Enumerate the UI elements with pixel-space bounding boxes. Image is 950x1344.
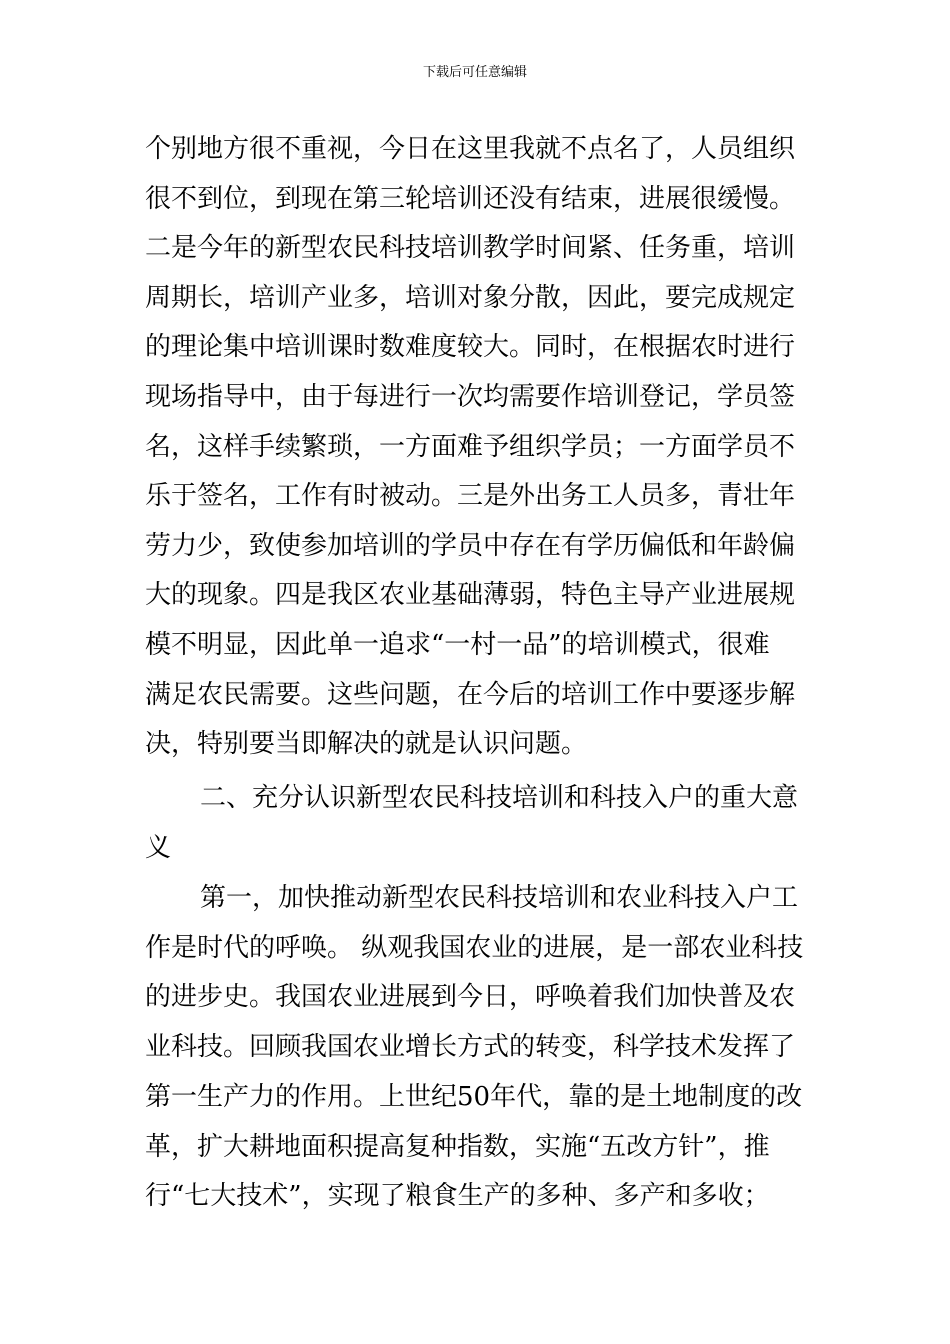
body-text-line: 二是今年的新型农民科技培训教学时间紧、任务重，培训 [145,233,796,263]
body-text-line: 的进步史。我国农业进展到今日，呼唤着我们加快普及农 [145,982,796,1012]
body-text-line: 模不明显，因此单一追求“一村一品”的培训模式，很难 [145,630,770,660]
body-text-line: 革，扩大耕地面积提高复种指数，实施“五改方针”，推 [145,1132,770,1162]
body-text-line: 名，这样手续繁琐，一方面难予组织学员；一方面学员不 [145,432,796,462]
body-text-line: 满足农民需要。这些问题，在今后的培训工作中要逐步解 [145,680,796,710]
body-text-line: 业科技。回顾我国农业增长方式的转变，科学技术发挥了 [145,1032,796,1062]
body-text-line: 作是时代的呼唤。 纵观我国农业的进展，是一部农业科技 [145,933,804,963]
body-text-line: 大的现象。四是我区农业基础薄弱，特色主导产业进展规 [145,580,796,610]
body-text-line: 个别地方很不重视，今日在这里我就不点名了，人员组织 [145,134,796,164]
body-text-line: 现场指导中，由于每进行一次均需要作培训登记，学员签 [145,382,796,412]
body-text-line: 行“七大技术”，实现了粮食生产的多种、多产和多收； [145,1181,770,1211]
body-text-line: 决，特别要当即解决的就是认识问题。 [145,729,588,759]
body-text-line: 很不到位，到现在第三轮培训还没有结束，进展很缓慢。 [145,184,796,214]
body-text-line: 的理论集中培训课时数难度较大。同时，在根据农时进行 [145,332,796,362]
section-heading-continuation: 义 [145,833,172,863]
body-text-line: 第一生产力的作用。上世纪50年代，靠的是土地制度的改 [145,1082,803,1112]
section-heading: 二、充分认识新型农民科技培训和科技入户的重大意 [200,783,799,813]
paragraph-first-line: 第一，加快推动新型农民科技培训和农业科技入户工 [200,883,799,913]
page-header: 下载后可任意编辑 [422,65,527,80]
body-text-line: 乐于签名，工作有时被动。三是外出务工人员多，青壮年 [145,481,796,511]
body-text-line: 周期长，培训产业多，培训对象分散，因此，要完成规定 [145,283,796,313]
body-text-line: 劳力少，致使参加培训的学员中存在有学历偏低和年龄偏 [145,531,796,561]
